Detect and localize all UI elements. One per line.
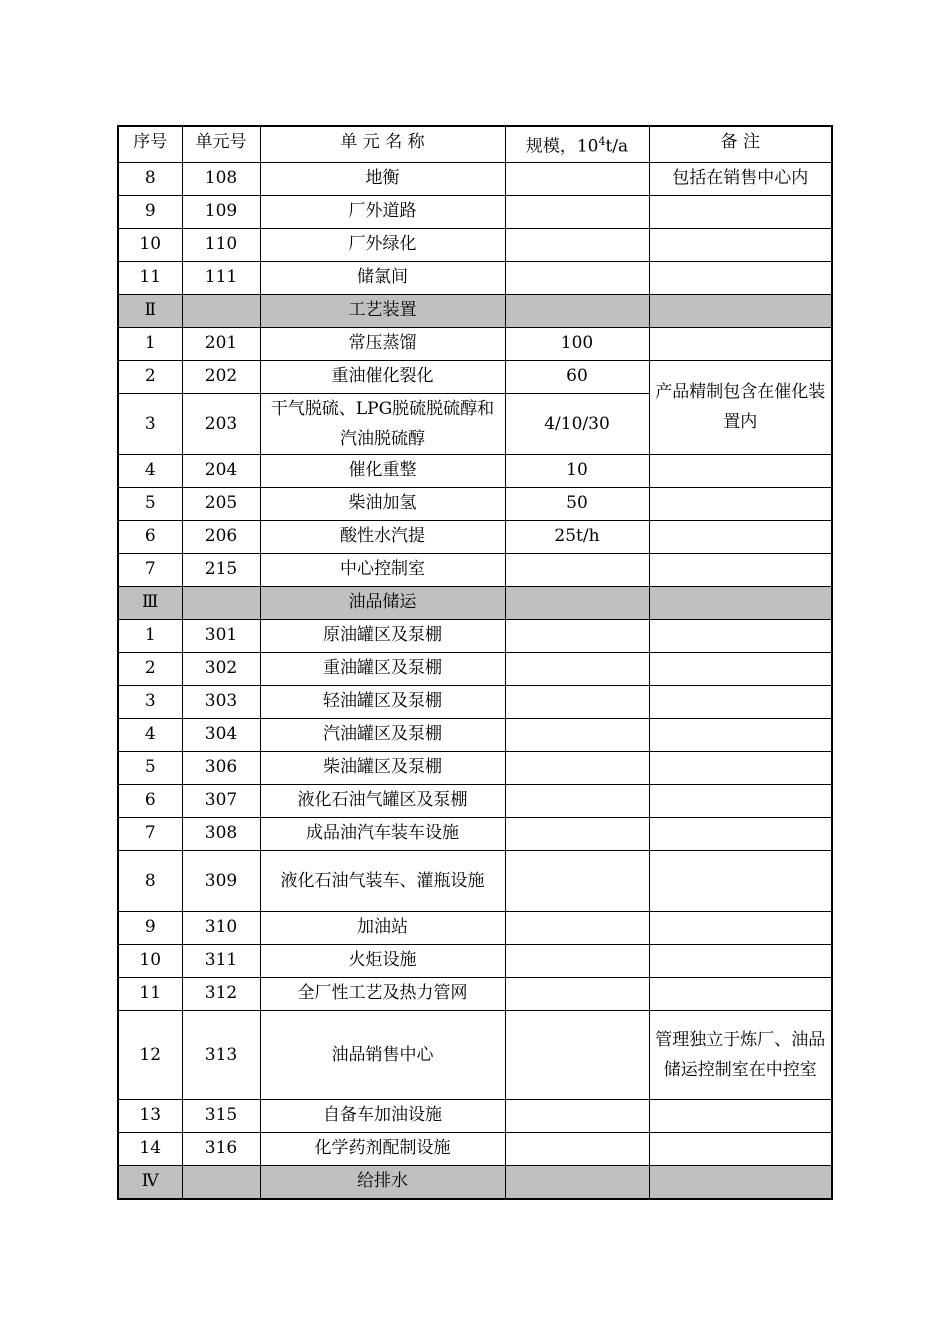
cell-scale (505, 586, 649, 619)
cell-scale (505, 1165, 649, 1199)
cell-scale (505, 944, 649, 977)
table-row (118, 261, 832, 294)
cell-seq: 6 (118, 784, 182, 817)
cell-scale (505, 911, 649, 944)
cell-unit-name: 厂外道路 (260, 195, 505, 228)
cell-unit-name: 中心控制室 (260, 553, 505, 586)
table-row (118, 817, 832, 850)
cell-remark (649, 850, 832, 911)
section-row-water-supply (118, 1165, 832, 1199)
cell-seq: 1 (118, 327, 182, 360)
cell-seq: 2 (118, 360, 182, 393)
cell-unit-no: 205 (182, 487, 260, 520)
cell-scale: 100 (505, 327, 649, 360)
cell-scale (505, 977, 649, 1010)
cell-unit-no: 310 (182, 911, 260, 944)
cell-unit-name: 液化石油气装车、灌瓶设施 (260, 850, 505, 911)
cell-scale (505, 1132, 649, 1165)
cell-remark (649, 751, 832, 784)
cell-unit-name: 火炬设施 (260, 944, 505, 977)
cell-seq: 2 (118, 652, 182, 685)
cell-scale: 10 (505, 454, 649, 487)
section-title: 工艺装置 (260, 294, 505, 327)
cell-unit-no: 110 (182, 228, 260, 261)
cell-scale: 60 (505, 360, 649, 393)
cell-remark (649, 817, 832, 850)
cell-seq: 9 (118, 911, 182, 944)
cell-unit-no: 206 (182, 520, 260, 553)
table-row (118, 911, 832, 944)
table-row (118, 977, 832, 1010)
cell-seq: 4 (118, 718, 182, 751)
table-row (118, 520, 832, 553)
section-seq: Ⅲ (118, 586, 182, 619)
cell-unit-no: 204 (182, 454, 260, 487)
table-row (118, 454, 832, 487)
header-scale-prefix: 规模，10 (525, 136, 599, 157)
cell-seq: 7 (118, 553, 182, 586)
cell-unit-name: 常压蒸馏 (260, 327, 505, 360)
cell-unit-name: 成品油汽车装车设施 (260, 817, 505, 850)
cell-unit-name: 柴油罐区及泵棚 (260, 751, 505, 784)
cell-remark (649, 1132, 832, 1165)
header-scale (505, 126, 649, 162)
cell-unit-name: 自备车加油设施 (260, 1099, 505, 1132)
cell-unit-name: 地衡 (260, 162, 505, 195)
cell-scale (505, 1099, 649, 1132)
cell-scale (505, 817, 649, 850)
cell-unit-no: 215 (182, 553, 260, 586)
cell-remark (649, 195, 832, 228)
cell-unit-no: 108 (182, 162, 260, 195)
cell-scale (505, 294, 649, 327)
cell-scale (505, 685, 649, 718)
cell-unit-name: 酸性水汽提 (260, 520, 505, 553)
cell-scale (505, 228, 649, 261)
cell-seq: 1 (118, 619, 182, 652)
cell-unit-name: 原油罐区及泵棚 (260, 619, 505, 652)
table-row (118, 850, 832, 911)
cell-seq: 9 (118, 195, 182, 228)
cell-unit-no: 303 (182, 685, 260, 718)
cell-remark (649, 784, 832, 817)
table-row (118, 553, 832, 586)
table-row (118, 718, 832, 751)
cell-unit-no: 201 (182, 327, 260, 360)
cell-scale (505, 718, 649, 751)
cell-unit-name: 全厂性工艺及热力管网 (260, 977, 505, 1010)
cell-scale (505, 553, 649, 586)
cell-unit-no: 313 (182, 1010, 260, 1099)
cell-seq: 11 (118, 261, 182, 294)
cell-unit-no: 312 (182, 977, 260, 1010)
cell-seq: 12 (118, 1010, 182, 1099)
cell-remark (649, 652, 832, 685)
cell-unit-no: 316 (182, 1132, 260, 1165)
cell-remark (649, 718, 832, 751)
cell-scale (505, 784, 649, 817)
cell-seq: 6 (118, 520, 182, 553)
cell-seq: 8 (118, 850, 182, 911)
table-row (118, 360, 832, 393)
cell-remark (649, 228, 832, 261)
cell-unit-name: 轻油罐区及泵棚 (260, 685, 505, 718)
cell-scale (505, 195, 649, 228)
table-row (118, 327, 832, 360)
cell-unit-no: 203 (182, 393, 260, 454)
cell-remark (649, 944, 832, 977)
table-row (118, 944, 832, 977)
table-row (118, 751, 832, 784)
cell-unit-name: 催化重整 (260, 454, 505, 487)
cell-unit-name: 厂外绿化 (260, 228, 505, 261)
cell-seq: 13 (118, 1099, 182, 1132)
section-title: 给排水 (260, 1165, 505, 1199)
section-seq: Ⅱ (118, 294, 182, 327)
cell-unit-no: 304 (182, 718, 260, 751)
section-seq: Ⅳ (118, 1165, 182, 1199)
cell-remark (649, 261, 832, 294)
cell-unit-name: 液化石油气罐区及泵棚 (260, 784, 505, 817)
table-row (118, 487, 832, 520)
cell-scale (505, 261, 649, 294)
cell-remark (649, 685, 832, 718)
cell-unit-name: 化学药剂配制设施 (260, 1132, 505, 1165)
cell-seq: 3 (118, 393, 182, 454)
table-row (118, 162, 832, 195)
cell-remark: 包括在销售中心内 (649, 162, 832, 195)
cell-unit-no: 315 (182, 1099, 260, 1132)
table-header-row (118, 126, 832, 162)
cell-unit-no: 306 (182, 751, 260, 784)
cell-remark (649, 1165, 832, 1199)
cell-scale (505, 751, 649, 784)
table-row (118, 195, 832, 228)
cell-unit-name: 重油罐区及泵棚 (260, 652, 505, 685)
cell-remark (649, 327, 832, 360)
cell-remark (649, 294, 832, 327)
table-row (118, 652, 832, 685)
cell-scale: 50 (505, 487, 649, 520)
cell-scale: 25t/h (505, 520, 649, 553)
section-row-process-units (118, 294, 832, 327)
cell-unit-no: 111 (182, 261, 260, 294)
cell-remark (649, 977, 832, 1010)
cell-remark (649, 586, 832, 619)
section-row-oil-storage (118, 586, 832, 619)
cell-unit-no: 302 (182, 652, 260, 685)
cell-remark-merged: 产品精制包含在催化装置内 (649, 360, 832, 454)
unit-list-table (117, 125, 833, 1200)
cell-seq: 7 (118, 817, 182, 850)
cell-remark (649, 911, 832, 944)
header-seq: 序号 (118, 126, 182, 162)
cell-unit-name: 储氯间 (260, 261, 505, 294)
cell-unit-no: 308 (182, 817, 260, 850)
cell-unit-name: 汽油罐区及泵棚 (260, 718, 505, 751)
cell-seq: 5 (118, 751, 182, 784)
cell-scale (505, 1010, 649, 1099)
table-row (118, 1132, 832, 1165)
cell-unit-name: 柴油加氢 (260, 487, 505, 520)
table-row (118, 228, 832, 261)
cell-unit-no: 301 (182, 619, 260, 652)
cell-unit-name: 干气脱硫、LPG脱硫脱硫醇和汽油脱硫醇 (260, 393, 505, 454)
cell-unit-no: 307 (182, 784, 260, 817)
cell-seq: 10 (118, 944, 182, 977)
cell-remark (649, 487, 832, 520)
cell-seq: 11 (118, 977, 182, 1010)
header-remark: 备 注 (649, 126, 832, 162)
cell-unit-no: 109 (182, 195, 260, 228)
cell-unit-no (182, 294, 260, 327)
cell-unit-no (182, 1165, 260, 1199)
header-unit-name: 单 元 名 称 (260, 126, 505, 162)
cell-unit-name: 重油催化裂化 (260, 360, 505, 393)
cell-seq: 3 (118, 685, 182, 718)
table-row (118, 784, 832, 817)
cell-remark (649, 454, 832, 487)
cell-scale (505, 162, 649, 195)
cell-scale (505, 652, 649, 685)
cell-seq: 5 (118, 487, 182, 520)
cell-remark (649, 1099, 832, 1132)
cell-remark (649, 619, 832, 652)
cell-unit-no: 202 (182, 360, 260, 393)
cell-scale (505, 850, 649, 911)
section-title: 油品储运 (260, 586, 505, 619)
table-row (118, 1010, 832, 1099)
cell-remark: 管理独立于炼厂、油品储运控制室在中控室 (649, 1010, 832, 1099)
cell-unit-name: 加油站 (260, 911, 505, 944)
header-unit-no: 单元号 (182, 126, 260, 162)
cell-unit-no (182, 586, 260, 619)
cell-scale: 4/10/30 (505, 393, 649, 454)
cell-remark (649, 553, 832, 586)
cell-seq: 10 (118, 228, 182, 261)
header-scale-sup: 4 (598, 135, 606, 148)
table-row (118, 1099, 832, 1132)
cell-seq: 14 (118, 1132, 182, 1165)
cell-unit-no: 309 (182, 850, 260, 911)
table-row (118, 619, 832, 652)
cell-unit-no: 311 (182, 944, 260, 977)
cell-scale (505, 619, 649, 652)
cell-unit-name: 油品销售中心 (260, 1010, 505, 1099)
cell-remark (649, 520, 832, 553)
cell-seq: 8 (118, 162, 182, 195)
table-row (118, 685, 832, 718)
cell-seq: 4 (118, 454, 182, 487)
header-scale-suffix: t/a (605, 136, 629, 157)
